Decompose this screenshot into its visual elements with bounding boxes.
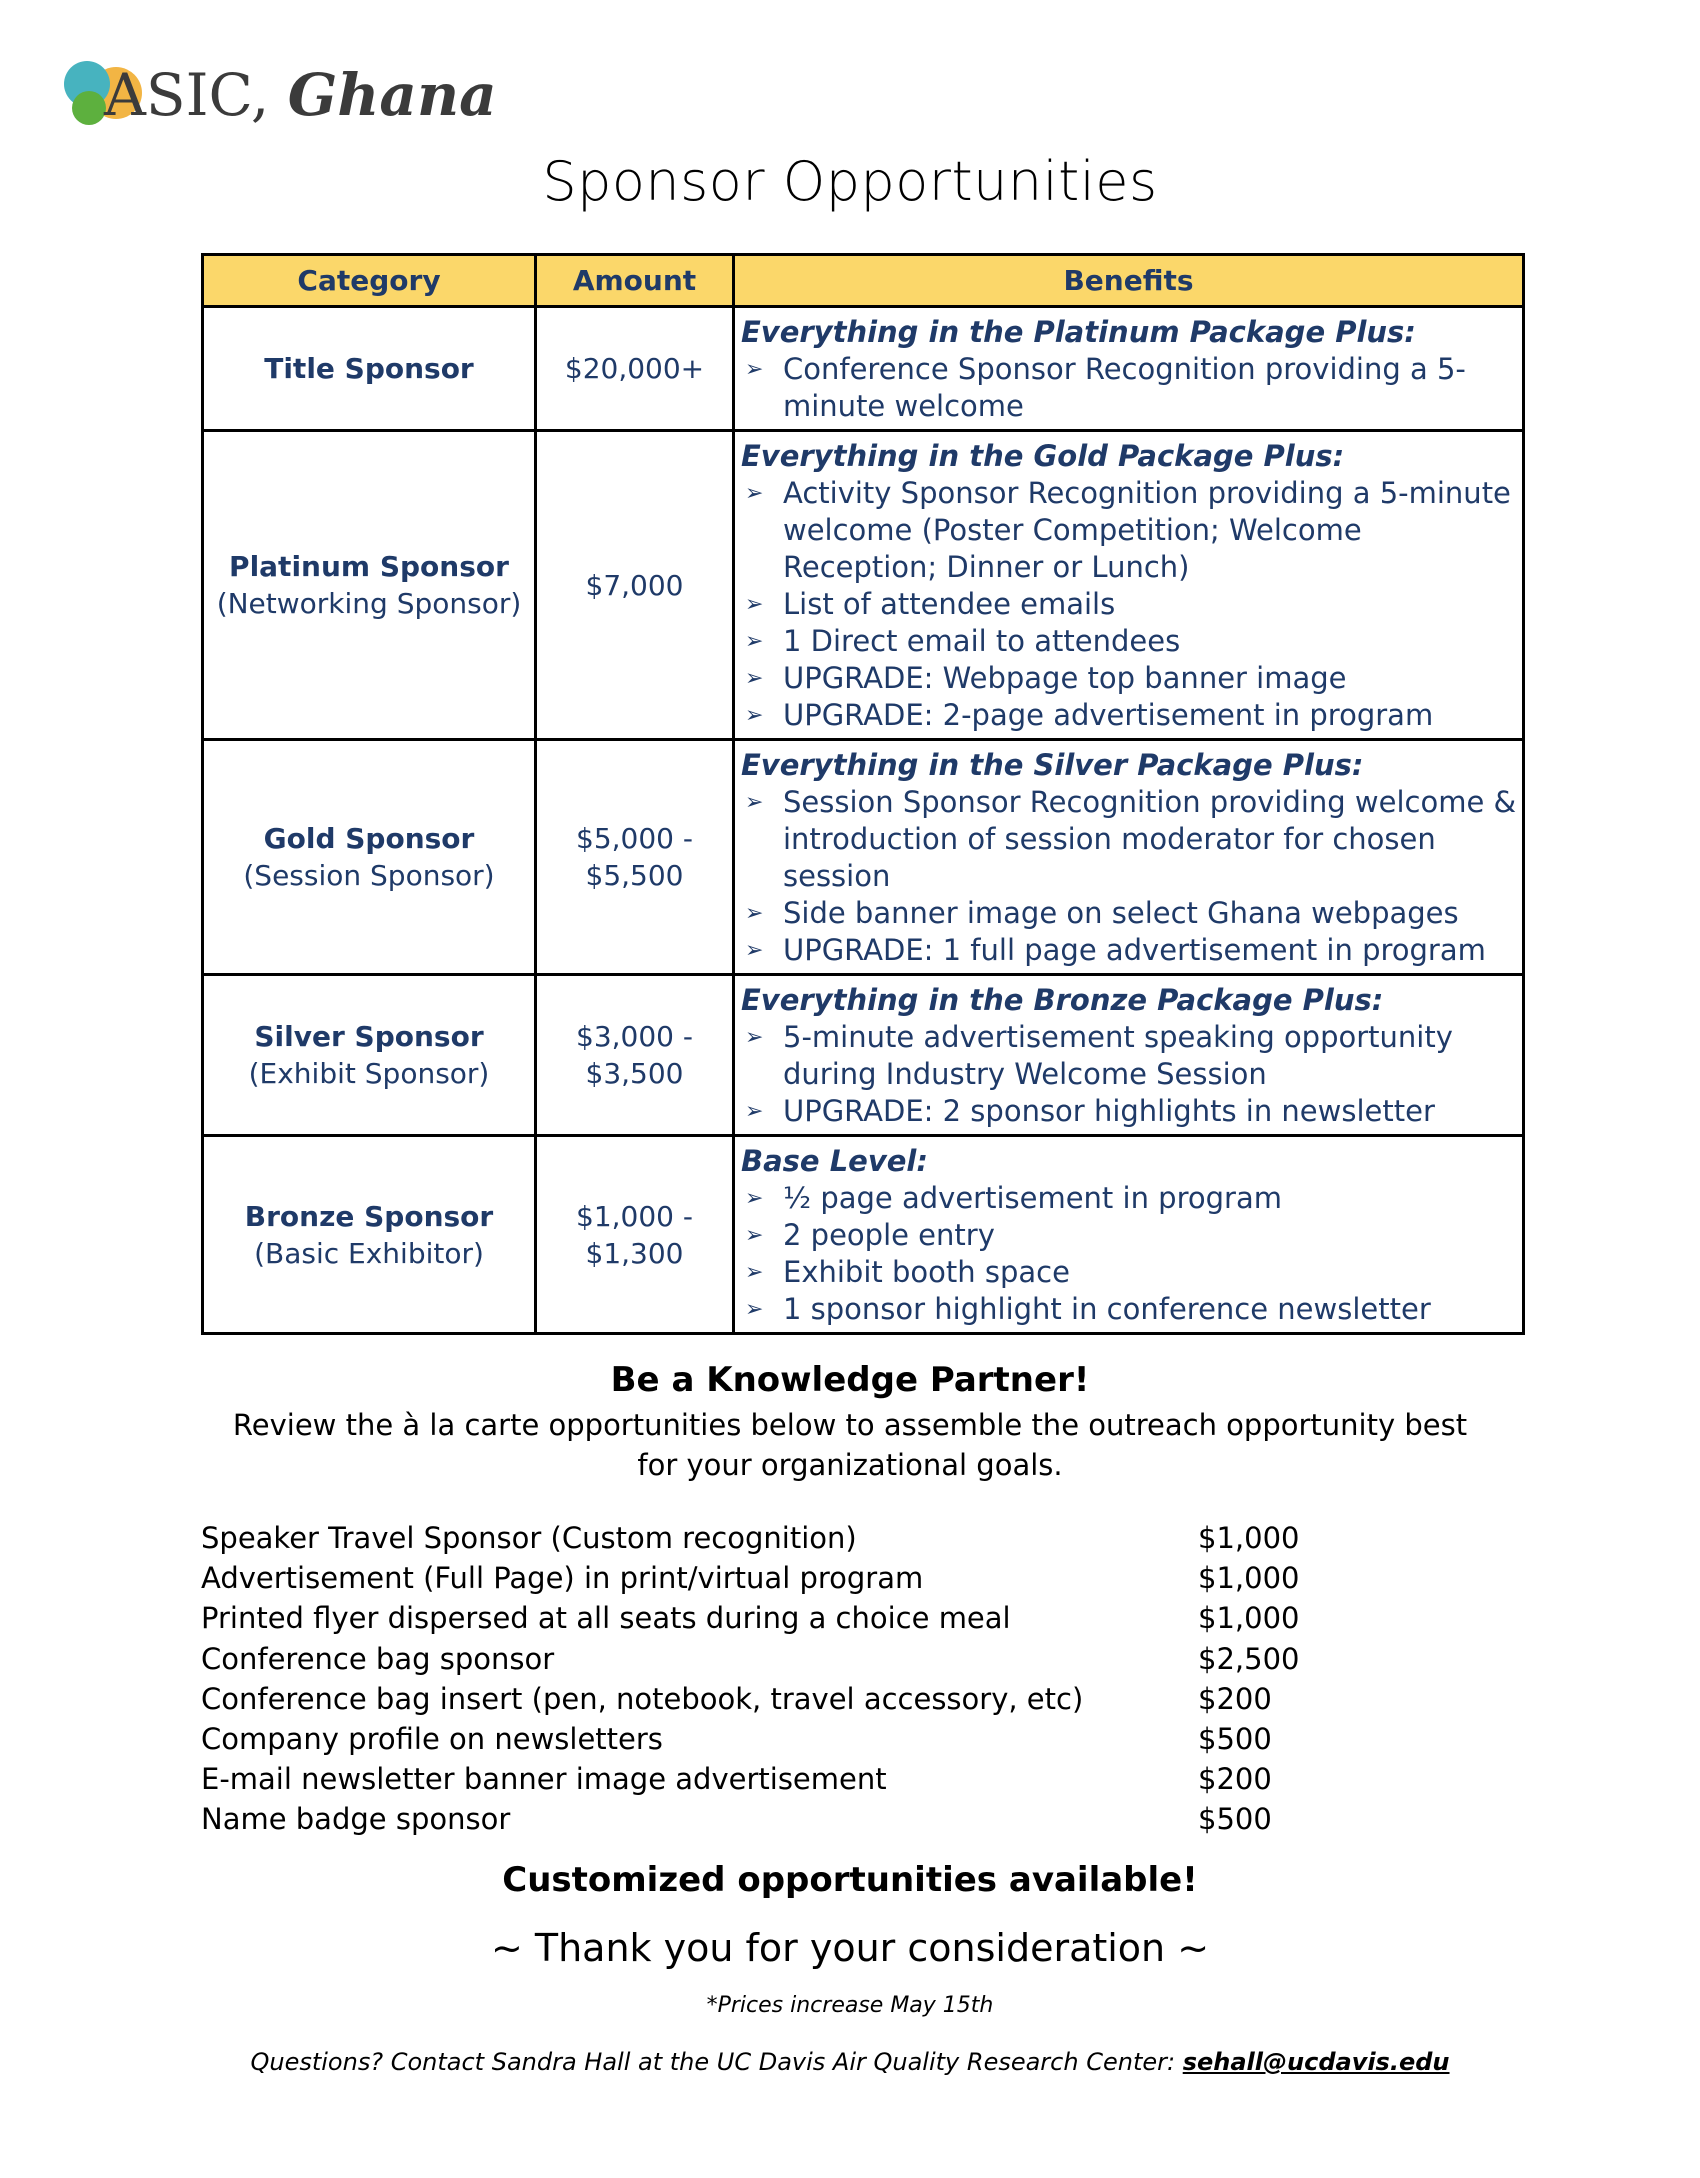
list-item: Advertisement (Full Page) in print/virtual program $1,000	[201, 1558, 1401, 1598]
arrow-bullet-icon: ➢	[745, 666, 764, 691]
knowledge-partner-intro: Review the à la carte opportunities below to assemble the outreach opportunity best for your organizational goals.	[232, 1408, 1468, 1482]
amount-value-max: $1,300	[585, 1236, 684, 1270]
benefit-item: ➢ Activity Sponsor Recognition providing a 5-minute welcome (Poster Competition; Welcome Reception; Dinner or Lunch)	[745, 476, 1511, 584]
a-la-carte-list	[201, 1518, 1401, 1840]
page-title: Sponsor Opportunities	[542, 150, 1158, 213]
category-subtitle: (Session Sponsor)	[243, 859, 495, 892]
benefit-item: ➢ 1 Direct email to attendees	[745, 624, 1181, 658]
benefit-item: ➢ Conference Sponsor Recognition providing a 5-minute welcome	[745, 352, 1466, 423]
price: $500	[1198, 1802, 1272, 1837]
category-name: Platinum Sponsor	[229, 550, 509, 583]
sponsor-table	[201, 253, 1525, 1335]
arrow-bullet-icon: ➢	[745, 1099, 764, 1124]
category-cell	[203, 431, 536, 740]
benefit-item: ➢ ½ page advertisement in program	[745, 1181, 1282, 1215]
benefits-heading: Base Level:	[741, 1144, 928, 1178]
benefits-cell	[734, 1136, 1524, 1334]
amount-cell	[536, 307, 734, 431]
table-row-platinum	[203, 431, 1524, 740]
table-row-title	[203, 307, 1524, 431]
amount-value: $5,000 -	[576, 822, 693, 855]
column-header-amount: Amount	[536, 255, 734, 307]
benefits-cell	[734, 975, 1524, 1136]
benefits-cell	[734, 431, 1524, 740]
benefit-item: ➢ 5-minute advertisement speaking opportunity during Industry Welcome Session	[745, 1020, 1453, 1091]
price: $200	[1198, 1681, 1272, 1716]
table-row-silver	[203, 975, 1524, 1136]
benefit-item: ➢ UPGRADE: 2-page advertisement in program	[745, 698, 1434, 732]
category-name: Silver Sponsor	[254, 1020, 484, 1053]
benefits-cell	[734, 740, 1524, 975]
amount-value: $7,000	[585, 568, 684, 602]
benefits-cell	[734, 307, 1524, 431]
contact-line: Questions? Contact Sandra Hall at the UC Davis Air Quality Research Center: sehall@ucdavis.edu	[250, 2048, 1450, 2076]
benefit-item: ➢ 1 sponsor highlight in conference newsletter	[745, 1292, 1431, 1326]
benefit-item: ➢ 2 people entry	[745, 1218, 995, 1252]
price: $2,500	[1198, 1641, 1300, 1676]
logo-circle-green	[72, 91, 106, 125]
asic-ghana-logo	[60, 55, 497, 135]
category-cell	[203, 975, 536, 1136]
table-row-bronze	[203, 1136, 1524, 1334]
arrow-bullet-icon: ➢	[745, 1186, 764, 1211]
category-cell	[203, 740, 536, 975]
category-subtitle: (Networking Sponsor)	[216, 587, 522, 620]
amount-value: $20,000+	[564, 352, 705, 385]
amount-value: $1,000 -	[576, 1199, 693, 1233]
logo-text: ASIC, Ghana	[104, 61, 497, 129]
benefits-heading: Everything in the Platinum Package Plus:	[741, 315, 1416, 349]
list-item: Company profile on newsletters $500	[201, 1719, 1401, 1759]
category-subtitle: (Exhibit Sponsor)	[248, 1057, 490, 1090]
arrow-bullet-icon: ➢	[745, 357, 764, 382]
knowledge-partner-heading: Be a Knowledge Partner!	[610, 1360, 1090, 1400]
arrow-bullet-icon: ➢	[745, 901, 764, 926]
benefits-heading: Everything in the Gold Package Plus:	[741, 439, 1345, 473]
price-note: *Prices increase May 15th	[706, 1993, 994, 2018]
benefits-heading: Everything in the Bronze Package Plus:	[741, 983, 1384, 1017]
table-header-row	[203, 255, 1524, 307]
benefit-item: ➢ UPGRADE: 2 sponsor highlights in newsletter	[745, 1094, 1435, 1128]
arrow-bullet-icon: ➢	[745, 1223, 764, 1248]
list-item: Speaker Travel Sponsor (Custom recognition) $1,000	[201, 1518, 1401, 1558]
arrow-bullet-icon: ➢	[745, 1025, 764, 1050]
price: $500	[1198, 1721, 1272, 1756]
benefit-item: ➢ List of attendee emails	[745, 587, 1116, 621]
price: $200	[1198, 1762, 1272, 1797]
price: $1,000	[1198, 1561, 1300, 1596]
amount-cell	[536, 740, 734, 975]
list-item: Name badge sponsor $500	[201, 1799, 1401, 1839]
arrow-bullet-icon: ➢	[745, 703, 764, 728]
benefits-heading: Everything in the Silver Package Plus:	[741, 748, 1364, 782]
benefit-item: ➢ Session Sponsor Recognition providing welcome & introduction of session moderator for chosen session	[745, 785, 1517, 893]
amount-value: $3,000 -	[576, 1020, 693, 1053]
amount-cell	[536, 431, 734, 740]
price: $1,000	[1198, 1521, 1300, 1555]
table-row-gold	[203, 740, 1524, 975]
category-name: Gold Sponsor	[263, 822, 475, 855]
benefit-item: ➢ Exhibit booth space	[745, 1255, 1070, 1289]
arrow-bullet-icon: ➢	[745, 1297, 764, 1322]
category-name: Title Sponsor	[264, 352, 474, 385]
arrow-bullet-icon: ➢	[745, 592, 764, 617]
list-item: E-mail newsletter banner image advertisement $200	[201, 1759, 1401, 1799]
benefit-item: ➢ UPGRADE: Webpage top banner image	[745, 661, 1347, 695]
arrow-bullet-icon: ➢	[745, 938, 764, 963]
category-cell	[203, 1136, 536, 1334]
amount-value-max: $3,500	[585, 1057, 684, 1090]
arrow-bullet-icon: ➢	[745, 1260, 764, 1285]
amount-value-max: $5,500	[585, 859, 684, 892]
arrow-bullet-icon: ➢	[745, 629, 764, 654]
column-header-benefits: Benefits	[734, 255, 1524, 307]
column-header-category: Category	[203, 255, 536, 307]
list-item: Printed flyer dispersed at all seats during a choice meal $1,000	[201, 1598, 1401, 1638]
category-cell	[203, 307, 536, 431]
contact-email-link[interactable]: sehall@ucdavis.edu	[1182, 2048, 1450, 2076]
arrow-bullet-icon: ➢	[745, 481, 764, 506]
arrow-bullet-icon: ➢	[745, 790, 764, 815]
price: $1,000	[1198, 1601, 1300, 1636]
amount-cell	[536, 975, 734, 1136]
list-item: Conference bag sponsor $2,500	[201, 1639, 1401, 1679]
category-subtitle: (Basic Exhibitor)	[254, 1236, 484, 1270]
category-name: Bronze Sponsor	[244, 1199, 494, 1233]
thank-you-text: ~ Thank you for your consideration ~	[490, 1926, 1210, 1970]
customized-heading: Customized opportunities available!	[502, 1860, 1198, 1900]
benefit-item: ➢ UPGRADE: 1 full page advertisement in program	[745, 933, 1486, 967]
list-item: Conference bag insert (pen, notebook, travel accessory, etc) $200	[201, 1679, 1401, 1719]
benefit-item: ➢ Side banner image on select Ghana webpages	[745, 896, 1459, 930]
amount-cell	[536, 1136, 734, 1334]
